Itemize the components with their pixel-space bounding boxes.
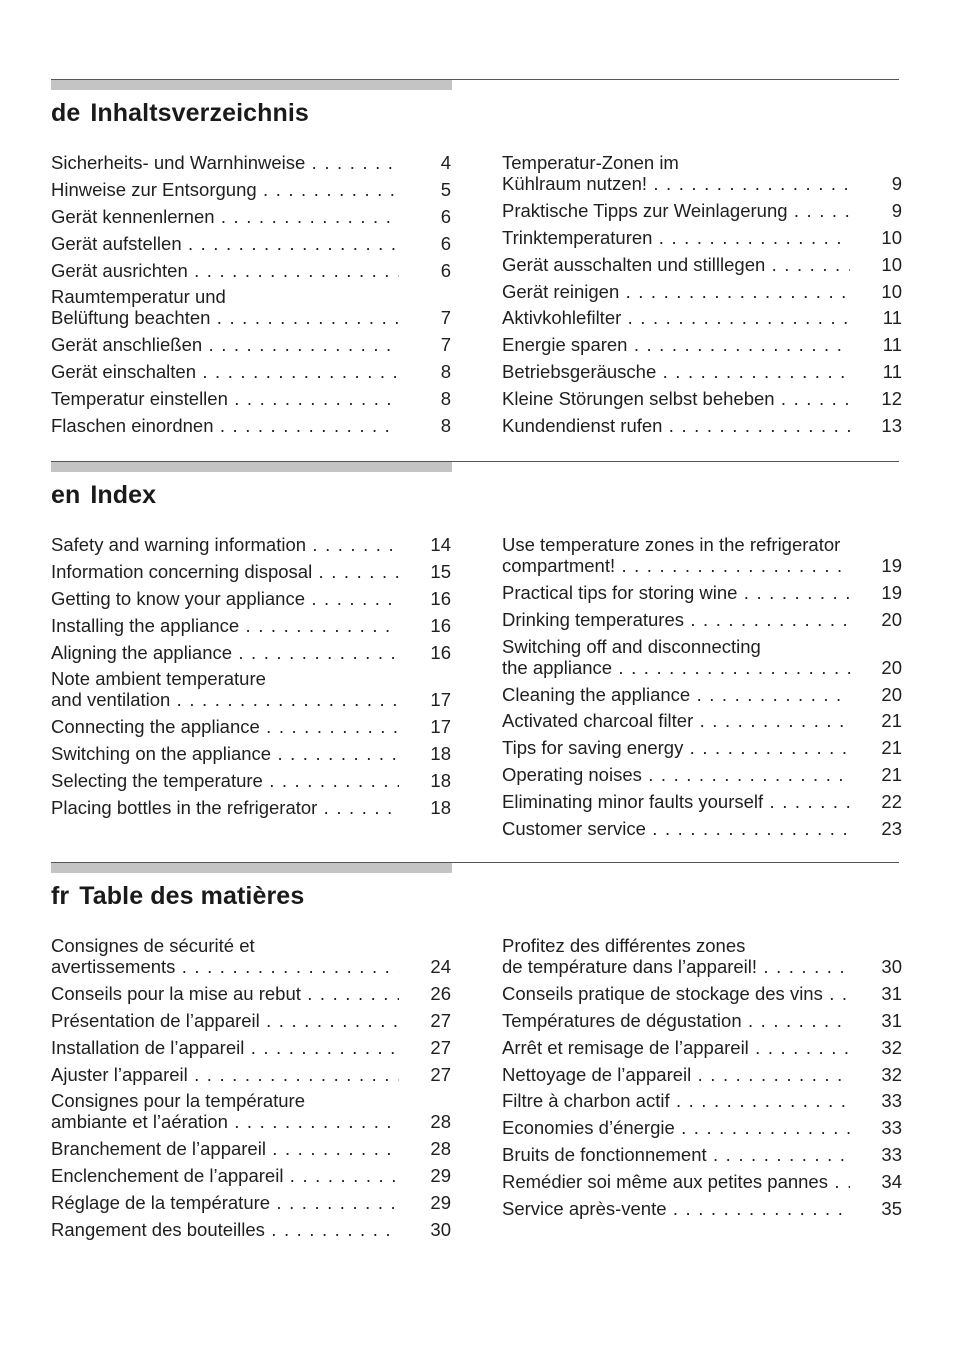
toc-entry-page-number: 17 <box>430 716 451 738</box>
toc-entry[interactable] <box>502 609 902 630</box>
toc-entry-title-line1: Switching off and disconnecting <box>502 635 761 657</box>
toc-entry-title-text: Kundendienst rufen . . . <box>502 415 850 436</box>
toc-column-right <box>502 935 902 1225</box>
toc-entry-title-line1: Use temperature zones in the refrigerator <box>502 534 841 555</box>
toc-entry[interactable] <box>502 152 902 194</box>
toc-entry-title <box>51 588 399 609</box>
toc-entry-title <box>502 227 850 248</box>
toc-entry-title-text: and ventilation . . . <box>51 689 399 710</box>
toc-entry-title-text: Placing bottles in the refrigerator . . . <box>51 797 399 818</box>
toc-entry-page-number: 22 <box>881 791 902 813</box>
toc-entry-title <box>51 770 399 791</box>
toc-entry[interactable] <box>51 1010 451 1031</box>
toc-entry-title-text: Temperatur einstellen . . . <box>51 388 399 409</box>
toc-entry-title-text: Praktische Tipps zur Weinlagerung . . . <box>502 200 850 221</box>
toc-entry-title-text: Bruits de fonctionnement . . . <box>502 1144 850 1165</box>
toc-entry-title-text: Getting to know your appliance . . . <box>51 588 399 609</box>
toc-entry-title <box>51 1219 399 1240</box>
toc-entry-title <box>51 1064 399 1085</box>
language-code: fr <box>51 882 70 910</box>
toc-entry-page-number: 29 <box>430 1165 451 1187</box>
toc-entry[interactable] <box>502 818 902 839</box>
toc-entry-title <box>502 334 850 355</box>
toc-entry[interactable] <box>51 1165 451 1186</box>
toc-entry[interactable] <box>51 1138 451 1159</box>
toc-entry-title <box>51 615 399 636</box>
section-title <box>51 882 304 911</box>
toc-entry-title <box>502 1090 850 1111</box>
toc-entry-title <box>502 737 850 758</box>
toc-entry-title-text: Information concerning disposal . . . <box>51 561 399 582</box>
toc-entry-title-text: Présentation de l’appareil . . . <box>51 1010 399 1031</box>
toc-entry-page-number: 9 <box>891 199 902 221</box>
toc-column-right <box>502 534 902 845</box>
toc-entry-page-number: 20 <box>881 608 902 630</box>
section-title-text: Table des matières <box>79 882 305 910</box>
toc-entry[interactable] <box>51 260 451 281</box>
toc-entry-title <box>51 1138 399 1159</box>
toc-entry-page-number: 35 <box>881 1198 902 1220</box>
toc-entry[interactable] <box>51 1192 451 1213</box>
toc-entry-title <box>502 200 850 221</box>
toc-entry-title <box>502 534 850 576</box>
toc-entry-title-text: Kleine Störungen selbst beheben . . . <box>502 388 850 409</box>
toc-entry-title <box>502 307 850 328</box>
toc-entry[interactable] <box>502 684 902 705</box>
toc-entry-title-text: Nettoyage de l’appareil . . . <box>502 1064 850 1085</box>
toc-entry[interactable] <box>51 1090 451 1132</box>
toc-entry[interactable] <box>502 534 902 576</box>
toc-entry-page-number: 11 <box>882 361 902 383</box>
toc-entry-page-number: 18 <box>430 743 451 765</box>
toc-entry-title <box>502 1198 850 1219</box>
toc-entry[interactable] <box>51 716 451 737</box>
toc-entry[interactable] <box>502 1171 902 1192</box>
toc-entry[interactable] <box>502 1198 902 1219</box>
toc-entry-title-text: Betriebsgeräusche . . . <box>502 361 850 382</box>
toc-entry-title-text: Enclenchement de l’appareil . . . <box>51 1165 399 1186</box>
toc-entry-title <box>51 1165 399 1186</box>
toc-entry[interactable] <box>502 791 902 812</box>
toc-entry[interactable] <box>51 152 451 173</box>
toc-entry-title <box>51 206 399 227</box>
toc-entry[interactable] <box>502 334 902 355</box>
toc-entry-title <box>51 1192 399 1213</box>
toc-entry-page-number: 23 <box>881 818 902 840</box>
toc-entry-title <box>51 983 399 1004</box>
toc-entry[interactable] <box>51 179 451 200</box>
toc-entry[interactable] <box>51 206 451 227</box>
toc-entry-title <box>51 286 399 328</box>
toc-entry-page-number: 18 <box>430 770 451 792</box>
toc-entry-title <box>502 254 850 275</box>
toc-entry-title <box>51 388 399 409</box>
toc-entry-title <box>51 743 399 764</box>
toc-entry-page-number: 20 <box>881 683 902 705</box>
toc-entry-title <box>502 415 850 436</box>
toc-entry-title-line1: Consignes pour la température <box>51 1090 306 1112</box>
toc-entry-page-number: 33 <box>881 1090 902 1112</box>
toc-entry-page-number: 24 <box>430 956 451 977</box>
toc-entry-title <box>502 582 850 603</box>
toc-column-left <box>51 534 451 824</box>
toc-entry-page-number: 15 <box>430 560 451 582</box>
toc-entry[interactable] <box>51 743 451 764</box>
toc-entry-page-number: 28 <box>430 1111 451 1133</box>
toc-entry-title-text: Gerät einschalten . . . <box>51 361 399 382</box>
toc-entry-title-text: Economies d’énergie . . . <box>502 1117 850 1138</box>
toc-entry[interactable] <box>502 1144 902 1165</box>
toc-entry-title-text: Belüftung beachten . . . <box>51 307 399 328</box>
toc-entry-title <box>502 388 850 409</box>
toc-entry[interactable] <box>51 388 451 409</box>
toc-entry-page-number: 8 <box>440 415 451 437</box>
section-title <box>51 99 309 128</box>
toc-entry[interactable] <box>51 615 451 636</box>
toc-entry-title <box>51 534 399 555</box>
toc-entry[interactable] <box>51 642 451 663</box>
toc-entry-page-number: 27 <box>430 1036 451 1058</box>
toc-entry-page-number: 21 <box>881 764 902 786</box>
toc-entry-page-number: 20 <box>881 656 902 678</box>
toc-entry-page-number: 10 <box>881 280 902 302</box>
toc-entry-title-text: Safety and warning information . . . <box>51 534 399 555</box>
language-code: de <box>51 99 81 127</box>
toc-entry-title-text: Gerät aufstellen . . . <box>51 233 399 254</box>
toc-entry-page-number: 34 <box>881 1171 902 1193</box>
toc-entry-title-text: Gerät ausschalten und stilllegen . . . <box>502 254 850 275</box>
toc-entry[interactable] <box>502 710 902 731</box>
language-code: en <box>51 481 81 509</box>
toc-entry-page-number: 19 <box>881 581 902 603</box>
toc-entry-title-text: Kühlraum nutzen! . . . <box>502 173 850 194</box>
toc-entry[interactable] <box>502 415 902 436</box>
toc-entry-page-number: 8 <box>440 388 451 410</box>
toc-entry-page-number: 31 <box>881 982 902 1004</box>
toc-entry-title-text: Installing the appliance . . . <box>51 615 399 636</box>
toc-entry-title <box>51 260 399 281</box>
toc-entry[interactable] <box>502 1037 902 1058</box>
toc-entry-title-line1: Profitez des différentes zones <box>502 935 746 956</box>
toc-entry-page-number: 7 <box>440 334 451 356</box>
toc-entry-title-text: de température dans l’appareil! . . . <box>502 956 850 977</box>
toc-entry-title <box>51 642 399 663</box>
section-bar <box>51 862 452 873</box>
toc-entry[interactable] <box>502 935 902 977</box>
section-bar <box>51 461 452 472</box>
toc-entry[interactable] <box>51 588 451 609</box>
toc-entry[interactable] <box>502 1117 902 1138</box>
toc-entry-title <box>502 152 850 194</box>
toc-entry-title-text: Conseils pour la mise au rebut . . . <box>51 983 399 1004</box>
toc-entry-page-number: 18 <box>430 797 451 819</box>
toc-entry[interactable] <box>51 797 451 818</box>
toc-entry-page-number: 32 <box>881 1036 902 1058</box>
toc-entry-title <box>51 179 399 200</box>
toc-entry-page-number: 31 <box>881 1009 902 1031</box>
toc-entry[interactable] <box>502 983 902 1004</box>
toc-entry-page-number: 14 <box>430 534 451 555</box>
toc-entry[interactable] <box>502 582 902 603</box>
toc-entry[interactable] <box>51 983 451 1004</box>
toc-entry-title-text: Réglage de la température . . . <box>51 1192 399 1213</box>
toc-entry-title <box>51 233 399 254</box>
toc-entry[interactable] <box>502 764 902 785</box>
toc-entry[interactable] <box>51 361 451 382</box>
toc-entry-title <box>502 818 850 839</box>
toc-entry-title-text: Drinking temperatures . . . <box>502 609 850 630</box>
toc-entry-page-number: 10 <box>881 226 902 248</box>
toc-entry-title <box>502 609 850 630</box>
toc-entry-title-text: Customer service . . . <box>502 818 850 839</box>
toc-entry[interactable] <box>51 334 451 355</box>
toc-entry-title-text: Températures de dégustation . . . <box>502 1010 850 1031</box>
toc-entry[interactable] <box>51 770 451 791</box>
toc-entry-page-number: 5 <box>440 178 451 200</box>
toc-entry[interactable] <box>502 254 902 275</box>
toc-entry-title-text: Rangement des bouteilles . . . <box>51 1219 399 1240</box>
toc-entry-title <box>502 983 850 1004</box>
toc-entry-title <box>51 1010 399 1031</box>
toc-entry-title <box>502 1144 850 1165</box>
toc-entry-title-text: ambiante et l’aération . . . <box>51 1111 399 1132</box>
toc-entry-title-text: Gerät kennenlernen . . . <box>51 206 399 227</box>
toc-entry-page-number: 6 <box>440 232 451 254</box>
toc-entry-page-number: 30 <box>881 956 902 977</box>
toc-entry-title-text: Operating noises . . . <box>502 764 850 785</box>
toc-entry[interactable] <box>51 286 451 328</box>
toc-entry-title-text: Selecting the temperature . . . <box>51 770 399 791</box>
section-title-text: Index <box>90 481 157 509</box>
toc-entry[interactable] <box>502 737 902 758</box>
toc-entry-title-text: Gerät ausrichten . . . <box>51 260 399 281</box>
toc-entry-page-number: 29 <box>430 1192 451 1214</box>
toc-entry-page-number: 6 <box>440 259 451 281</box>
toc-entry-title-text: Aktivkohlefilter . . . <box>502 307 850 328</box>
toc-entry-title-text: Cleaning the appliance . . . <box>502 684 850 705</box>
toc-entry-page-number: 12 <box>881 388 902 410</box>
toc-entry-title-line1: Consignes de sécurité et <box>51 935 255 956</box>
toc-entry-title-text: avertissements . . . <box>51 956 399 977</box>
toc-entry-title <box>51 152 399 173</box>
toc-entry-title-text: the appliance . . . <box>502 657 850 678</box>
toc-entry-title-text: Trinktemperaturen . . . <box>502 227 850 248</box>
toc-column-left <box>51 935 451 1246</box>
toc-entry-title-text: Connecting the appliance . . . <box>51 716 399 737</box>
toc-entry[interactable] <box>502 636 902 678</box>
toc-entry-title <box>51 334 399 355</box>
toc-entry-title <box>51 361 399 382</box>
toc-entry-title-text: Remédier soi même aux petites pannes . . . <box>502 1171 850 1192</box>
toc-entry-title <box>502 281 850 302</box>
toc-entry-page-number: 28 <box>430 1138 451 1160</box>
toc-entry-title-text: Eliminating minor faults yourself . . . <box>502 791 850 812</box>
toc-entry[interactable] <box>51 1064 451 1085</box>
toc-entry[interactable] <box>502 1010 902 1031</box>
toc-entry-page-number: 8 <box>440 361 451 383</box>
toc-entry-page-number: 27 <box>430 1009 451 1031</box>
toc-entry[interactable] <box>51 415 451 436</box>
toc-entry-title <box>51 668 399 710</box>
toc-entry-title <box>502 636 850 678</box>
toc-entry-title-text: Gerät reinigen . . . <box>502 281 850 302</box>
toc-entry-title-text: Installation de l’appareil . . . <box>51 1037 399 1058</box>
toc-entry[interactable] <box>51 233 451 254</box>
toc-entry-title-text: Tips for saving energy . . . <box>502 737 850 758</box>
toc-entry[interactable] <box>502 307 902 328</box>
toc-entry-title-text: Hinweise zur Entsorgung . . . <box>51 179 399 200</box>
toc-entry-page-number: 6 <box>440 205 451 227</box>
toc-entry-title-text: Conseils pratique de stockage des vins . . . <box>502 983 850 1004</box>
toc-entry-title-text: Branchement de l’appareil . . . <box>51 1138 399 1159</box>
toc-entry[interactable] <box>51 668 451 710</box>
toc-entry[interactable] <box>51 1219 451 1240</box>
toc-entry-page-number: 9 <box>891 173 902 194</box>
toc-entry-title-text: Practical tips for storing wine . . . <box>502 582 850 603</box>
toc-entry-title <box>502 1064 850 1085</box>
toc-entry-title <box>51 1090 399 1132</box>
toc-entry-title-text: Gerät anschließen . . . <box>51 334 399 355</box>
section-title <box>51 481 156 510</box>
toc-entry-title <box>51 415 399 436</box>
toc-entry-page-number: 26 <box>430 982 451 1004</box>
toc-entry-title-line1: Note ambient temperature <box>51 668 266 690</box>
toc-entry-title <box>502 791 850 812</box>
toc-entry-title <box>502 935 850 977</box>
toc-entry-title <box>51 561 399 582</box>
toc-entry-title <box>502 1037 850 1058</box>
toc-entry-title <box>502 684 850 705</box>
toc-entry-page-number: 32 <box>881 1063 902 1085</box>
toc-entry-title <box>502 361 850 382</box>
toc-entry[interactable] <box>51 935 451 977</box>
toc-entry-title <box>502 1010 850 1031</box>
toc-entry[interactable] <box>502 388 902 409</box>
section-bar <box>51 79 452 90</box>
toc-entry-title-text: Arrêt et remisage de l’appareil . . . <box>502 1037 850 1058</box>
toc-entry-title-text: Aligning the appliance . . . <box>51 642 399 663</box>
toc-entry[interactable] <box>502 1090 902 1111</box>
toc-entry-page-number: 21 <box>881 710 902 732</box>
toc-entry-title <box>502 1171 850 1192</box>
toc-entry-title <box>51 716 399 737</box>
section-title-text: Inhaltsverzeichnis <box>90 99 309 127</box>
toc-entry-title-text: Energie sparen . . . <box>502 334 850 355</box>
toc-entry[interactable] <box>51 561 451 582</box>
toc-entry[interactable] <box>502 361 902 382</box>
toc-column-right <box>502 152 902 442</box>
toc-entry-page-number: 19 <box>881 555 902 576</box>
toc-entry-title-text: Flaschen einordnen . . . <box>51 415 399 436</box>
toc-entry-title-text: compartment! . . . <box>502 555 850 576</box>
toc-entry-page-number: 16 <box>430 587 451 609</box>
toc-entry-page-number: 10 <box>881 253 902 275</box>
toc-entry-page-number: 11 <box>882 307 902 329</box>
toc-entry-page-number: 33 <box>881 1117 902 1139</box>
toc-entry-page-number: 4 <box>440 152 451 173</box>
toc-entry[interactable] <box>51 1037 451 1058</box>
toc-entry-title <box>502 1117 850 1138</box>
toc-entry-page-number: 7 <box>440 307 451 329</box>
toc-entry-title <box>502 764 850 785</box>
toc-entry[interactable] <box>502 227 902 248</box>
toc-entry-page-number: 16 <box>430 641 451 663</box>
toc-entry-page-number: 33 <box>881 1144 902 1166</box>
toc-entry-page-number: 21 <box>881 737 902 759</box>
toc-entry-title <box>51 797 399 818</box>
toc-entry-page-number: 11 <box>882 334 902 356</box>
toc-entry-page-number: 30 <box>430 1219 451 1241</box>
toc-entry-title-text: Sicherheits- und Warnhinweise . . . <box>51 152 399 173</box>
toc-entry-title-text: Ajuster l’appareil . . . <box>51 1064 399 1085</box>
toc-entry-page-number: 17 <box>430 689 451 711</box>
toc-column-left <box>51 152 451 442</box>
toc-entry[interactable] <box>502 281 902 302</box>
toc-entry-title <box>51 935 399 977</box>
toc-entry-title-line1: Raumtemperatur und <box>51 286 226 308</box>
toc-entry-title-text: Service après-vente . . . <box>502 1198 850 1219</box>
toc-entry-title-line1: Temperatur-Zonen im <box>502 152 679 173</box>
toc-entry-page-number: 27 <box>430 1063 451 1085</box>
toc-entry-title <box>502 710 850 731</box>
toc-entry[interactable] <box>502 1064 902 1085</box>
toc-entry-title-text: Filtre à charbon actif . . . <box>502 1090 850 1111</box>
toc-entry-page-number: 16 <box>430 614 451 636</box>
toc-entry-page-number: 13 <box>881 415 902 437</box>
toc-entry[interactable] <box>502 200 902 221</box>
toc-entry[interactable] <box>51 534 451 555</box>
toc-entry-title-text: Switching on the appliance . . . <box>51 743 399 764</box>
toc-entry-title-text: Activated charcoal filter . . . <box>502 710 850 731</box>
toc-entry-title <box>51 1037 399 1058</box>
